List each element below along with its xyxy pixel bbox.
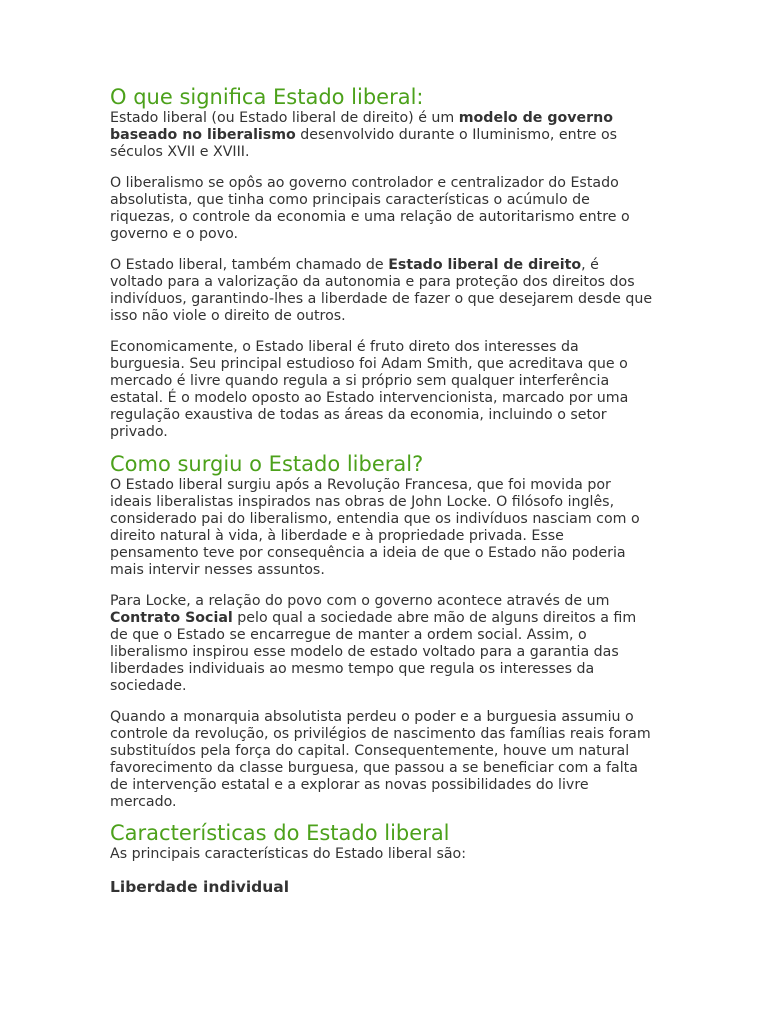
paragraph-bourgeoisie: Quando a monarquia absolutista perdeu o poder e a burguesia assumiu o controle da revolução, os privilégios de nascimento das famílias reais foram substituídos pela força do capital. Consequentemente, houve um natural favorecimento da classe burguesa, que passou a se beneficiar com a falta de intervenção estatal e a explorar as novas possibilidades do livre mercado.	[110, 709, 651, 810]
heading-how-it-emerged: Como surgiu o Estado liberal?	[110, 452, 424, 476]
paragraph-rule-of-law: O Estado liberal, também chamado de Estado liberal de direito, é voltado para a valorização da autonomia e para proteção dos direitos dos indivíduos, garantindo-lhes a liberdade de fazer o que desejarem desde que isso não viole o direito de outros.	[110, 257, 653, 324]
paragraph-social-contract: Para Locke, a relação do povo com o governo acontece através de um Contrato Social pelo qual a sociedade abre mão de alguns direitos a fim de que o Estado se encarregue de manter a ordem social. Assim, o liberalismo inspirou esse modelo de estado voltado para a garantia das liberdades individuais ao mesmo tempo que regula os interesses da sociedade.	[110, 593, 637, 694]
heading-characteristics: Características do Estado liberal	[110, 821, 450, 845]
paragraph-characteristics-intro: As principais características do Estado liberal são:	[110, 846, 466, 862]
paragraph-french-revolution: O Estado liberal surgiu após a Revolução Francesa, que foi movida por ideais liberalistas inspirados nas obras de John Locke. O filósofo inglês, considerado pai do liberalismo, entendia que os indivíduos nasciam com o direito natural à vida, à liberdade e à propriedade privada. Esse pensamento teve por consequência a ideia de que o Estado não poderia mais intervir nesses assuntos.	[110, 477, 640, 578]
paragraph-economics: Economicamente, o Estado liberal é fruto direto dos interesses da burguesia. Seu principal estudioso foi Adam Smith, que acreditava que o mercado é livre quando regula a si próprio sem qualquer interferência estatal. É o modelo oposto ao Estado intervencionista, marcado por uma regulação exaustiva de todas as áreas da economia, incluindo o setor privado.	[110, 339, 629, 440]
paragraph-liberalism-opposition: O liberalismo se opôs ao governo controlador e centralizador do Estado absolutista, que tinha como principais características o acúmulo de riquezas, o controle da economia e uma relação de autoritarismo entre o governo e o povo.	[110, 175, 630, 242]
subheading-individual-liberty: Liberdade individual	[110, 878, 290, 896]
heading-what-is-liberal-state: O que significa Estado liberal:	[110, 85, 424, 109]
paragraph-definition: Estado liberal (ou Estado liberal de direito) é um modelo de governo baseado no liberalismo desenvolvido durante o Iluminismo, entre os séculos XVII e XVIII.	[110, 110, 618, 160]
document-page	[110, 84, 655, 897]
